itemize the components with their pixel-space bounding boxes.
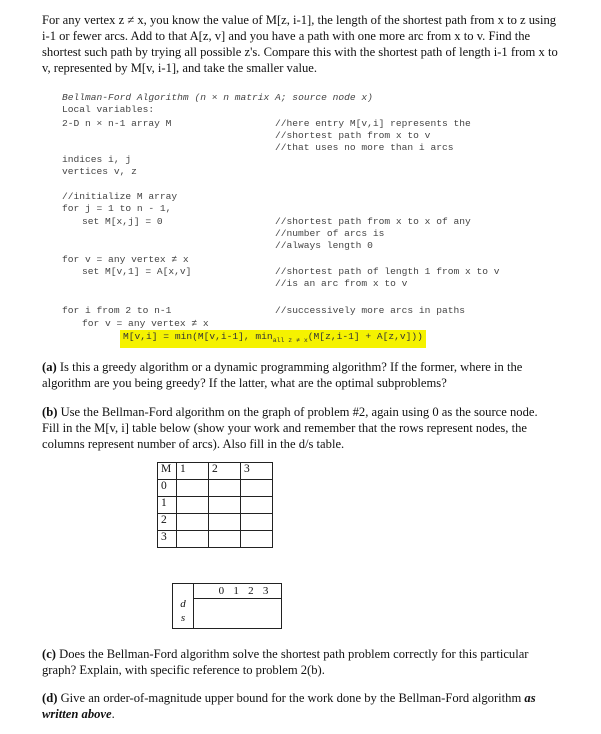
m-table-col-header: 3	[241, 463, 273, 480]
update-line-pre: M[v,i] = min(M[v,i-1], min	[123, 331, 273, 342]
ds-table	[172, 583, 282, 629]
array-comment-3: //that uses no more than i arcs	[275, 142, 454, 153]
init-comment: //initialize M array	[62, 191, 178, 202]
m-table-col-header: 1	[177, 463, 209, 480]
question-a	[42, 359, 557, 391]
ds-table-col-header: 1	[233, 585, 239, 597]
m-table-corner: M	[158, 463, 177, 480]
m-table-cell[interactable]	[177, 514, 209, 531]
for-j-line: for j = 1 to n - 1,	[62, 203, 172, 214]
ds-table-row-labels	[173, 584, 194, 629]
for-v-line: for v = any vertex ≠ x	[62, 254, 189, 265]
m-table-cell[interactable]	[241, 480, 273, 497]
question-d: (d) Give an order-of-magnitude upper bound for the work done by the Bellman-Ford algorithm as written above.	[42, 691, 536, 721]
update-line-sub: all z ≠ x	[272, 336, 308, 344]
m-table-cell[interactable]	[241, 497, 273, 514]
m-table-row	[158, 497, 273, 514]
question-d-emphasis: as written above	[42, 691, 536, 721]
ds-table-row-d: d	[180, 598, 186, 610]
m-table-cell[interactable]	[209, 497, 241, 514]
set-mxj-comment-1: //shortest path from x to x of any	[275, 216, 471, 227]
m-table-cell[interactable]	[177, 531, 209, 548]
ds-table-values[interactable]	[194, 584, 282, 629]
algorithm-signature: (n × n matrix A; source node x)	[194, 92, 373, 103]
set-mv1-line: set M[v,1] = A[x,v]	[82, 266, 192, 277]
update-line-post: (M[z,i-1] + A[z,v]))	[307, 331, 423, 342]
set-mv1-comment-2: //is an arc from x to v	[275, 278, 408, 289]
m-table-row	[158, 514, 273, 531]
question-c-label: (c)	[42, 647, 56, 661]
m-table-cell[interactable]	[241, 531, 273, 548]
indices-decl: indices i, j	[62, 154, 132, 165]
m-table-cell[interactable]	[241, 514, 273, 531]
intro-paragraph: For any vertex z ≠ x, you know the value of M[z, i-1], the length of the shortest path from x to z using i-1 or fewer arcs. Add to that A[z, v] and you have a path with one more arc from x to v. Find the shortest such path by trying all possible z's. Compare this with the shortest path of length i-1 from x to v, represented by M[v, i-1], and take the smaller value.	[42, 13, 558, 75]
question-a-label: (a)	[42, 360, 57, 374]
m-table-cell[interactable]	[209, 514, 241, 531]
array-comment-1: //here entry M[v,i] represents the	[275, 118, 471, 129]
m-table-cell[interactable]	[209, 531, 241, 548]
m-table-cell[interactable]	[177, 480, 209, 497]
question-d-label: (d)	[42, 691, 58, 705]
question-b	[42, 404, 557, 452]
m-table-header-row	[158, 463, 273, 480]
m-table-row	[158, 480, 273, 497]
vertices-decl: vertices v, z	[62, 166, 137, 177]
m-table-row-header: 2	[158, 514, 177, 531]
m-table-row-header: 1	[158, 497, 177, 514]
for-i-comment: //successively more arcs in paths	[275, 305, 465, 316]
set-mv1-comment-1: //shortest path of length 1 from x to v	[275, 266, 500, 277]
algorithm-title-line	[62, 92, 373, 104]
array-decl: 2-D n × n-1 array M	[62, 118, 172, 129]
question-c	[42, 646, 557, 678]
m-table-cell[interactable]	[209, 480, 241, 497]
for-v2-line: for v = any vertex ≠ x	[82, 318, 209, 329]
algorithm-title: Bellman-Ford Algorithm	[62, 92, 189, 103]
array-comment-2: //shortest path from x to v	[275, 130, 431, 141]
ds-table-row-s: s	[180, 612, 186, 624]
m-table-row	[158, 531, 273, 548]
m-table	[157, 462, 273, 548]
question-c-text: Does the Bellman-Ford algorithm solve the shortest path problem correctly for this particular graph? Explain, with specific reference to problem 2(b).	[42, 647, 529, 677]
ds-table-col-header: 2	[248, 585, 254, 597]
question-d-text: Give an order-of-magnitude upper bound for the work done by the Bellman-Ford algorithm	[60, 691, 522, 705]
question-b-text: Use the Bellman-Ford algorithm on the graph of problem #2, again using 0 as the source node. Fill in the M[v, i] table below (show your work and remember that the rows represent nodes, the columns represent number of arcs). Also fill in the d/s table.	[42, 405, 538, 451]
set-mxj-comment-2: //number of arcs is	[275, 228, 385, 239]
question-b-label: (b)	[42, 405, 58, 419]
update-line-highlighted	[120, 330, 426, 348]
m-table-row-header: 3	[158, 531, 177, 548]
m-table-cell[interactable]	[177, 497, 209, 514]
set-mxj-line: set M[x,j] = 0	[82, 216, 163, 227]
m-table-col-header: 2	[209, 463, 241, 480]
m-table-row-header: 0	[158, 480, 177, 497]
ds-table-col-header: 3	[262, 585, 269, 597]
set-mxj-comment-3: //always length 0	[275, 240, 373, 251]
local-vars-label: Local variables:	[62, 104, 155, 115]
ds-table-header	[194, 584, 281, 599]
for-i-line: for i from 2 to n-1	[62, 305, 172, 316]
ds-table-col-header: 0	[218, 585, 225, 597]
question-a-text: Is this a greedy algorithm or a dynamic programming algorithm? If the former, where in the algorithm are you being greedy? If the latter, what are the optimal subproblems?	[42, 360, 523, 390]
